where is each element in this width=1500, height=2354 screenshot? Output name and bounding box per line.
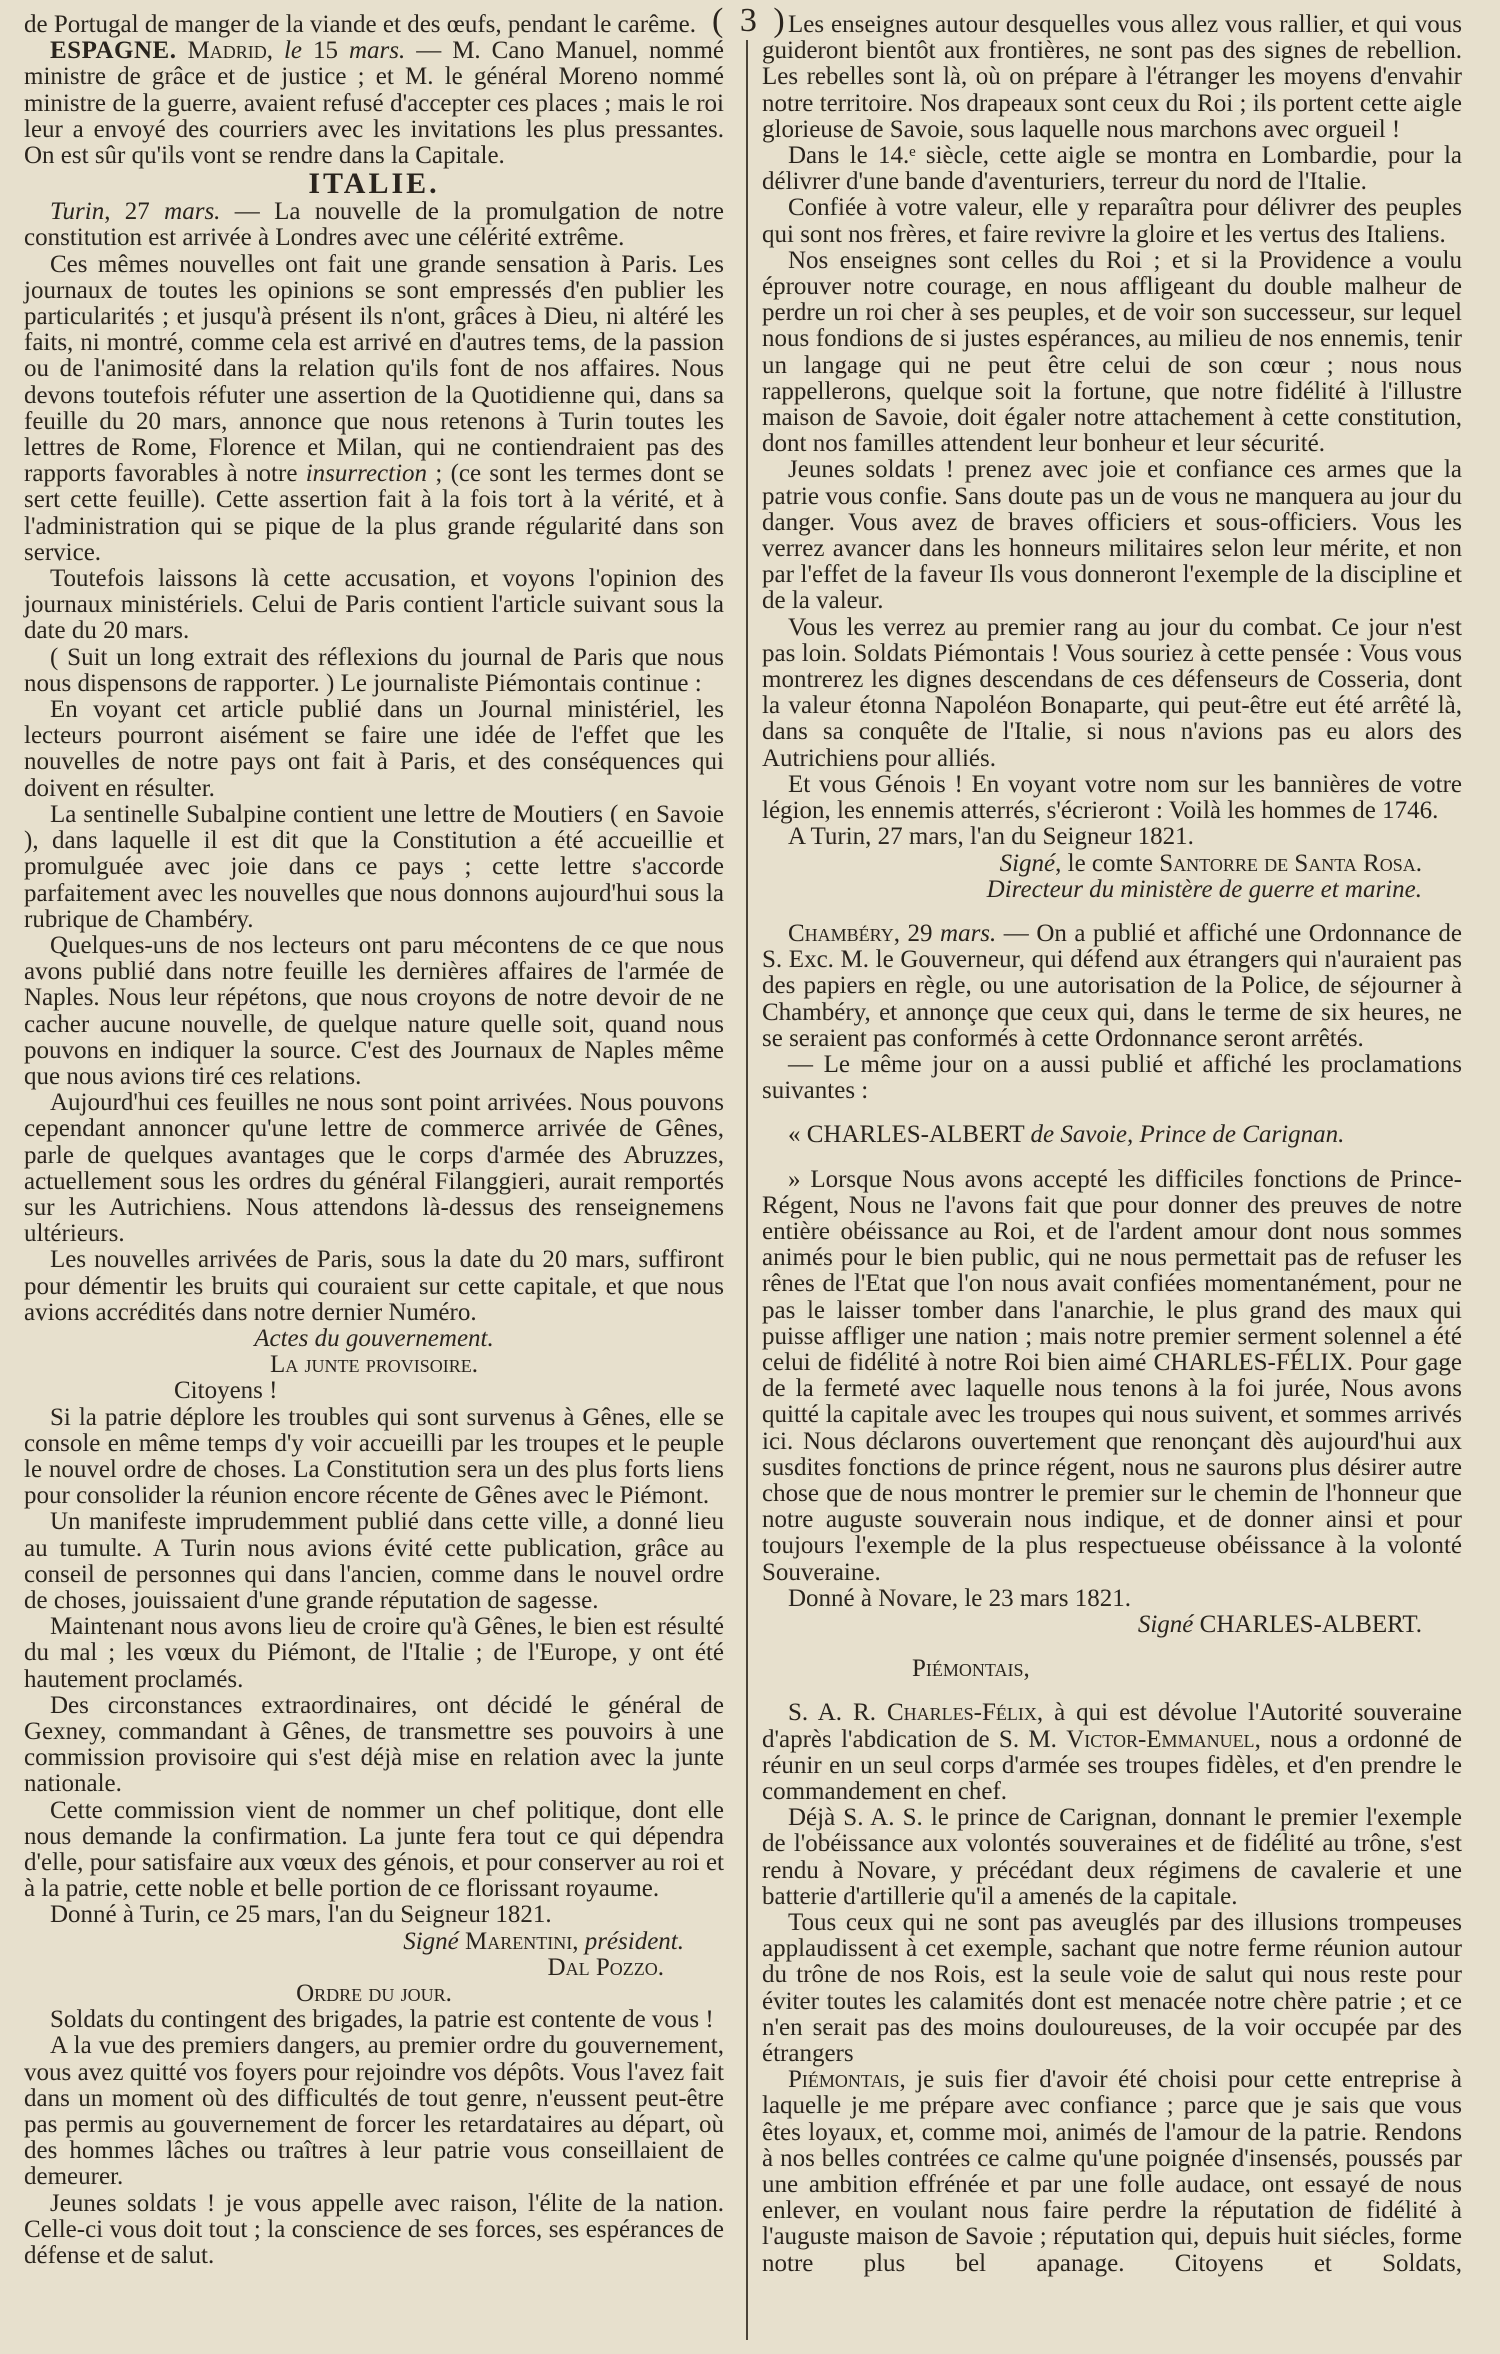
text-run: Victor-Emmanuel xyxy=(1066,1725,1255,1753)
article-paragraph xyxy=(762,1167,1462,1586)
article-paragraph xyxy=(762,1122,1462,1148)
text-run: — On a publié et affiché une Ordonnance de S. Exc. M. le Gouverneur, qui défend aux étrangers qui n'auraient pas des papiers en règle, ou une autorisation de la Police, de séjourner à Chambéry, et annonçe que ceux qui, dans le terme de six heures, ne se seraient pas conformés à cette Ordonnance seront arrêtés. xyxy=(762,919,1462,1052)
text-run: mars. xyxy=(940,919,997,947)
text-run: Soldats du contingent des brigades, la patrie est contente de vous ! xyxy=(50,2006,714,2034)
text-run: La junte provisoire. xyxy=(269,1351,479,1379)
article-paragraph xyxy=(24,697,724,802)
article-paragraph xyxy=(762,1910,1462,2067)
article-paragraph xyxy=(762,772,1462,824)
text-run: A la vue des premiers dangers, au premier ordre du gouvernement, vous avez quitté vos foyers pour rejoindre vos dépôts. Vous l'avez fait dans un moment où des difficultés de tout genre, n'eussent peut-être pas permis au gouvernement de forcer les retardataires au départ, où des hommes lâches ou traîtres à leur patrie vous conseillaient de demeurer. xyxy=(24,2032,724,2191)
article-paragraph xyxy=(762,195,1462,247)
article-paragraph xyxy=(24,802,724,933)
article-paragraph xyxy=(24,1798,724,1903)
text-run: La sentinelle Subalpine contient une lettre de Moutiers ( en Savoie ), dans laquelle il est dit que la Constitution a été accueillie et promulguée avec joie dans ce pays ; cette lettre s'accorde parfaitement avec les nouvelles que nous donnons aujourd'hui sous la rubrique de Chambéry. xyxy=(24,800,724,933)
text-run: Santorre de Santa Rosa. xyxy=(1159,849,1422,877)
text-run: Un manifeste imprudemment publié dans cette ville, a donné lieu au tumulte. A Turin nous avions évité cette publication, grâce au conseil de personnes qui dans l'ancien, comme dans le nouvel ordre de choses, jouissaient d'une grande réputation de sagesse. xyxy=(24,1508,724,1614)
text-run: mars. xyxy=(348,37,406,65)
text-run: ( Suit un long extrait des réflexions du journal de Paris que nous nous dispensons de rapporter. ) Le journaliste Piémontais continue : xyxy=(24,643,724,697)
text-run: Vous les verrez au premier rang au jour du combat. Ce jour n'est pas loin. Soldats Piémontais ! Vous souriez à cette pensée : Vous vous montrerez les dignes descendans de ces défenseurs de Cosseria, dont la valeur étonna Napoléon Bonaparte, qui peut-être eut été arrêté là, dans sa conquête de l'Italie, si nous n'avions pas eu alors des Autrichiens pour alliés. xyxy=(762,613,1462,772)
signature2 xyxy=(24,1955,724,1981)
text-run: Confiée à votre valeur, elle y reparaîtra pour délivrer des peuples qui sont nos frères, et faire revivre la gloire et les vertus des Italiens. xyxy=(762,194,1462,248)
article-paragraph xyxy=(24,566,724,645)
text-run: Chambéry xyxy=(788,919,894,947)
dateline xyxy=(762,824,1462,850)
text-run: Signé xyxy=(403,1927,459,1955)
dateline xyxy=(24,1902,724,1928)
text-run: Quelques-uns de nos lecteurs ont paru mécontens de ce que nous avons publié dans notre feuille les dernières affaires de l'armée de Naples. Nous leur répétons, que nous croyons de notre devoir de ne cacher aucune nouvelle, de quelque nature quelle soit, quand nous pouvons en indiquer la source. C'est des Journaux de Naples même que nous avions tiré ces relations. xyxy=(24,931,724,1090)
article-paragraph xyxy=(24,12,724,38)
left-column xyxy=(24,12,724,2269)
text-run: , xyxy=(572,1927,585,1955)
text-run: Ces mêmes nouvelles ont fait une grande sensation à Paris. Les journaux de toutes les opinions se sont empressés d'en publier les particularités ; et jusqu'à présent ils n'ont, grâces à Dieu, ni altéré les faits, ni montré, comme cela est arrivé en d'autres tems, de la passion ou de l'animosité dans la relation qu'ils font de nos affaires. Nous devons toutefois réfuter une assertion de la Quotidienne qui, dans sa feuille du 20 mars, annonce que nous retenons à Turin toutes les lettres de Rome, Florence et Milan, qui ne contiendraient pas des rapports favorables à notre xyxy=(24,250,724,488)
text-run: Donné à Novare, le 23 mars 1821. xyxy=(788,1584,1131,1612)
heading xyxy=(24,169,724,199)
column-divider xyxy=(746,40,748,2340)
text-run: Dans le 14.ᵉ siècle, cette aigle se montra en Lombardie, pour la délivrer d'une bande d'aventuriers, terreur du nord de l'Italie. xyxy=(762,142,1462,196)
text-run: de Savoie, Prince de Carignan. xyxy=(1030,1121,1345,1149)
article-paragraph xyxy=(24,1247,724,1326)
article-paragraph xyxy=(24,38,724,169)
text-run: — Le même jour on a aussi publié et affiché les proclamations suivantes : xyxy=(762,1050,1462,1105)
article-paragraph xyxy=(24,1693,724,1798)
text-run: Signé xyxy=(1137,1610,1194,1638)
text-run: Et vous Génois ! En voyant votre nom sur les bannières de votre légion, les ennemis atterrés, s'écrieront : Voilà les hommes de 1746. xyxy=(762,770,1462,825)
text-run: président. xyxy=(584,1927,684,1955)
text-run: , xyxy=(266,37,284,65)
text-run xyxy=(176,37,187,64)
article-paragraph xyxy=(24,2191,724,2270)
text-run: Nos enseignes sont celles du Roi ; et si la Providence a voulu éprouver notre courage, en nous affligeant du double malheur de perdre un roi cher à ses peuples, et de voir son successeur, sur lequel nous fondions de si justes espérances, au milieu de nos ennemis, tenir un langage qui ne peut être celui de son cœur ; nous nous rappellerons, quelque soit la fortune, que notre fidélité à l'illustre maison de Savoie, doit égaler notre attachement à cette constitution, dont nos familles attendent leur bonheur et leur sécurité. xyxy=(762,246,1462,458)
text-run: Dal Pozzo. xyxy=(547,1953,664,1981)
text-run: Toutefois laissons là cette accusation, et voyons l'opinion des journaux ministériels. Celui de Paris contient l'article suivant sous la date du 20 mars. xyxy=(24,565,724,645)
salutation xyxy=(24,1378,724,1404)
right-column xyxy=(762,12,1462,2277)
article-paragraph xyxy=(762,921,1462,1052)
text-run: Aujourd'hui ces feuilles ne nous sont point arrivées. Nous pouvons cependant annoncer qu'une lettre de commerce arrivée de Gênes, parle de quelques avantages que le corps d'armée des Abruzzes, actuellement sous les ordres du général Filanggieri, aurait remportés sur les Autrichiens. Nous attendons là-dessus des renseignemens ultérieurs. xyxy=(24,1089,724,1248)
article-paragraph xyxy=(762,2067,1462,2277)
text-run: ITALIE. xyxy=(308,167,440,201)
signature xyxy=(24,1929,724,1955)
dateline xyxy=(762,1586,1462,1612)
text-run: Marentini xyxy=(464,1927,573,1955)
text-run: Déjà S. A. S. le prince de Carignan, donnant le premier l'exemple de l'obéissance aux volontés souveraines et de fidélité au trône, s'est rendu à Novare, y précédant deux régimens de cavalerie et une batterie d'artillerie qu'il a amenés de la capitale. xyxy=(762,1804,1462,1910)
text-run: , 29 xyxy=(893,919,941,947)
text-run: Donné à Turin, ce 25 mars, l'an du Seigneur 1821. xyxy=(50,1901,552,1929)
article-paragraph xyxy=(24,1509,724,1614)
text-run: Jeunes soldats ! prenez avec joie et confiance ces armes que la patrie vous confie. Sans doute pas un de vous ne manquera au jour du danger. Vous avez de braves officiers et sous-officiers. Vous les verrez avancer dans les honneurs militaires selon leur mérite, et non par l'effet de la faveur Ils vous donneront l'exemple de la discipline et de la valeur. xyxy=(762,456,1462,615)
text-run: Maintenant nous avons lieu de croire qu'à Gênes, le bien est résulté du mal ; les vœux du Piémont, de l'Italie ; de l'Europe, y ont été hautement proclamés. xyxy=(24,1613,724,1693)
article-paragraph xyxy=(762,12,1462,143)
article-paragraph xyxy=(24,199,724,251)
salutation xyxy=(762,1656,1462,1682)
text-run: Des circonstances extraordinaires, ont décidé le général de Gexney, commandant à Gênes, de transmettre ses pouvoirs à une commission provisoire qui s'est déjà mise en relation avec la junte nationale. xyxy=(24,1691,724,1798)
text-run: Tous ceux qui ne sont pas aveuglés par des illusions trompeuses applaudissent à cet exemple, sachant que notre ferme réunion autour du trône de nos Rois, est la seule voie de salut qui nous reste pour éviter toutes les calamités dont est menacée notre chère patrie ; et ce n'en serait pas des moins douloureuses, de la voir occupée par des étrangers xyxy=(762,1909,1462,2068)
text-run: Ordre du jour. xyxy=(296,1980,452,2008)
centered xyxy=(24,1352,724,1378)
text-run: ESPAGNE. xyxy=(50,37,177,65)
text-run: « CHARLES-ALBERT xyxy=(788,1121,1031,1149)
article-paragraph xyxy=(762,143,1462,195)
article-paragraph xyxy=(762,1805,1462,1910)
text-run: ; (ce sont les termes dont se sert cette feuille). Cette assertion fait à la fois tort à la vérité, et à l'administration qui se pique de la plus grande régularité dans son service. xyxy=(24,460,724,566)
article-paragraph xyxy=(762,1700,1462,1805)
centered xyxy=(24,1326,724,1352)
text-run: Charles-Félix xyxy=(886,1699,1037,1727)
text-run: Jeunes soldats ! je vous appelle avec raison, l'élite de la nation. Celle-ci vous doit tout ; la conscience de ses forces, ses espérances de défense et de salut. xyxy=(24,2189,724,2270)
text-run: CHARLES-ALBERT. xyxy=(1193,1610,1422,1638)
article-paragraph xyxy=(24,1405,724,1510)
text-run: Cette commission vient de nommer un chef politique, dont elle nous demande la confirmation. La junte fera tout ce qui dépendra d'elle, pour satisfaire aux vœux des génois, et pour conserver au roi et à la patrie, cette noble et belle portion de ce florissant royaume. xyxy=(24,1796,724,1903)
text-run: Piémontais xyxy=(788,2066,900,2094)
signature xyxy=(762,877,1462,903)
text-run: A Turin, 27 mars, l'an du Seigneur 1821. xyxy=(788,823,1194,851)
text-run: S. A. R. xyxy=(788,1699,887,1727)
signature xyxy=(762,1612,1462,1638)
centered xyxy=(24,1981,724,2007)
text-run: Les nouvelles arrivées de Paris, sous la date du 20 mars, suffiront pour démentir les bruits qui couraient sur cette capitale, et que nous avions accrédités dans notre dernier Numéro. xyxy=(24,1246,724,1326)
text-run: , je suis fier d'avoir été choisi pour cette entreprise à laquelle je me prépare avec confiance ; parce que je sais que vous êtes loyaux, et, comme moi, animés de l'amour de la patrie. Rendons à nos belles contrées ce calme qu'une poignée d'insensés, poussés par une ambition effrénée et par une folle audace, ont essayé de nous enlever, en voulant nous faire perdre la réputation de fidélité à l'auguste maison de Savoie ; réputation qui, depuis huit siécles, forme notre plus bel apanage. Citoyens et Soldats, xyxy=(762,2066,1462,2277)
text-run: insurrection xyxy=(305,460,428,488)
article-paragraph xyxy=(762,457,1462,614)
text-run: mars. xyxy=(164,198,221,226)
text-run: Actes du gouvernement. xyxy=(254,1324,494,1352)
text-run: — La nouvelle de la promulgation de notre constitution est arrivée à Londres avec une célérité extrême. xyxy=(24,198,724,252)
text-run: Les enseignes autour desquelles vous allez vous rallier, et qui vous guideront bientôt aux frontières, ne sont pas des signes de rebellion. Les rebelles sont là, où on prépare à l'étranger les moyens d'envahir notre territoire. Nos drapeaux sont ceux du Roi ; ils portent cette aigle glorieuse de Savoie, sous laquelle nous marchons avec orgueil ! xyxy=(762,11,1462,143)
article-paragraph xyxy=(762,615,1462,772)
article-paragraph xyxy=(24,2033,724,2190)
article-paragraph xyxy=(24,645,724,697)
text-run: — M. Cano Manuel, nommé ministre de grâce et de justice ; et M. le général Moreno nommé ministre de la guerre, avaient refusé d'accepter ces places ; mais le roi leur a envoyé des courriers avec les invitations les plus pressantes. On est sûr qu'ils vont se rendre dans la Capitale. xyxy=(24,37,724,170)
text-run: de Portugal de manger de la viande et des œufs, pendant le carême. xyxy=(24,11,696,38)
text-run: Madrid xyxy=(187,37,267,65)
text-run: En voyant cet article publié dans un Journal ministériel, les lecteurs pourront aisément se faire une idée de l'effet que les nouvelles de notre pays ont fait à Paris, et des conséquences qui doivent en résulter. xyxy=(24,696,724,802)
text-run: , nous a ordonné de réunir en un seul corps d'armée ses troupes fidèles, et d'en prendre le commandement en chef. xyxy=(762,1725,1462,1805)
text-run: » Lorsque Nous avons accepté les difficiles fonctions de Prince-Régent, Nous ne l'avons fait que pour donner des preuves de notre entière obéissance au Roi, et de l'ardent amour dont nous sommes animés pour le bien public, qui ne nous permettait pas de refuser les rênes de l'Etat que l'on nous avait confiées momentanément, pour ne pas le laisser tomber dans l'anarchie, le plus grand des maux qui puisse affliger une nation ; mais notre premier serment solennel a été celui de fidélité à notre Roi bien aimé CHARLES-FÉLIX. Pour gage de la fermeté avec laquelle nous tenons à la foi jurée, Nous avons quitté la capitale avec les troupes qui nous suivent, et sommes arrivés ici. Nous déclarons ouvertement que renonçant dès aujourd'hui aux susdites fonctions de prince régent, nous ne saurons plus désirer autre chose que de nous montrer le premier sur le chemin de l'honneur que notre auguste souverain nous indique, et de donner ainsi et pour toujours l'exemple de la plus respectueuse obéissance à la volonté Souveraine. xyxy=(762,1165,1462,1586)
page-number: ( 3 ) xyxy=(712,2,789,39)
article-paragraph xyxy=(762,248,1462,458)
text-run: Signé xyxy=(999,849,1056,877)
text-run: Si la patrie déplore les troubles qui sont survenus à Gênes, elle se console en même temps d'y voir accueilli par les troupes et le peuple le nouvel ordre de choses. La Constitution sera un des plus forts liens pour consolider la réunion encore récente de Gênes avec le Piémont. xyxy=(24,1403,724,1510)
article-paragraph xyxy=(24,2007,724,2033)
article-paragraph xyxy=(24,252,724,566)
text-run: Piémontais, xyxy=(912,1655,1030,1683)
text-run: Directeur du ministère de guerre et marine. xyxy=(986,875,1422,903)
text-run: Turin xyxy=(50,198,105,226)
article-paragraph xyxy=(24,933,724,1090)
text-run: , le comte xyxy=(1055,849,1160,877)
article-paragraph xyxy=(24,1090,724,1247)
text-run: 15 xyxy=(301,37,349,65)
text-run: le xyxy=(283,37,302,65)
article-paragraph xyxy=(762,1052,1462,1104)
text-run: Citoyens ! xyxy=(174,1377,278,1405)
signature xyxy=(762,851,1462,877)
article-paragraph xyxy=(24,1614,724,1693)
text-run: , à qui est dévolue l'Autorité souveraine d'après l'abdication de S. M. xyxy=(762,1699,1462,1753)
text-run: , 27 xyxy=(104,198,165,226)
